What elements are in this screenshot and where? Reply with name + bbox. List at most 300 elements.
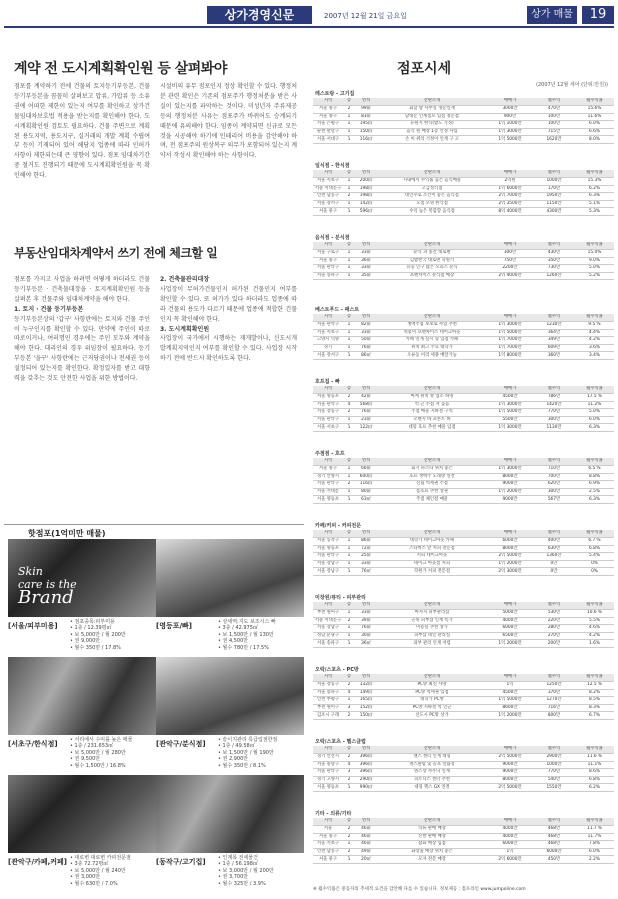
- table-cell: 1000만: [533, 761, 575, 769]
- table-cell: 모자 전문 매장: [377, 856, 487, 864]
- column-header: 지역: [313, 242, 343, 250]
- table-cell: 20㎡: [355, 856, 377, 864]
- table-row[interactable]: [313, 136, 614, 144]
- table-cell: 룸호프 추천 상권: [377, 488, 487, 496]
- table-cell: 8.8%: [575, 473, 614, 481]
- table-cell: 1: [343, 553, 355, 561]
- table-cell: 17.5 %: [575, 394, 614, 402]
- table-cell: 주점 체인점 매물: [377, 496, 487, 504]
- table-cell: 66㎡: [355, 466, 377, 474]
- table-cell: 1000만: [533, 178, 575, 186]
- table-cell: 4.2%: [575, 632, 614, 640]
- table-cell: 530만: [533, 610, 575, 618]
- table-row[interactable]: [313, 473, 614, 481]
- column-header: 지역: [313, 458, 343, 466]
- table-row[interactable]: [313, 178, 614, 186]
- table-row[interactable]: [313, 344, 614, 352]
- column-header: 매매가: [487, 530, 533, 538]
- table-cell: 6.2%: [575, 784, 614, 792]
- table-row[interactable]: [313, 250, 614, 258]
- table-row[interactable]: [313, 193, 614, 201]
- listing-section: [313, 810, 614, 864]
- table-cell: 경기 안양시: [313, 473, 343, 481]
- shop-photo: [8, 539, 156, 617]
- table-cell: 4000만: [487, 833, 533, 841]
- table-row[interactable]: [313, 697, 614, 705]
- column-header: 월수익률: [575, 98, 614, 106]
- table-cell: 86㎡: [355, 538, 377, 546]
- table-cell: 서울 관악구: [313, 769, 343, 777]
- table-cell: 6000만: [533, 848, 575, 856]
- table-cell: 786만: [533, 394, 575, 402]
- table-cell: 서울: [313, 826, 343, 834]
- table-header-row: [313, 98, 614, 106]
- table-cell: 1억 8000만: [487, 352, 533, 360]
- table-cell: 1억 2000만: [487, 560, 533, 568]
- table-cell: 김밥천국 대로변 학원가: [377, 257, 487, 265]
- listing-section-title: 레스토랑 - 고기집: [315, 91, 355, 97]
- table-cell: 76㎡: [355, 409, 377, 417]
- table-cell: 6.2%: [575, 185, 614, 193]
- column-header: 간판소개: [377, 242, 487, 250]
- table-cell: 142㎡: [355, 200, 377, 208]
- column-header: 월수익률: [575, 674, 614, 682]
- column-header: 간판소개: [377, 818, 487, 826]
- listings-footer-note: ※ 월수익률은 중동자의 추세적 요건을 감안해 다를 수 있습니다. 정보제공 : 점포라인 www.jumpoline.com: [313, 887, 526, 892]
- table-cell: 6.7%: [575, 712, 614, 720]
- table-cell: 5.5%: [575, 617, 614, 625]
- table-cell: 피트니스 센터 추천: [377, 776, 487, 784]
- column-header: 월수익: [533, 314, 575, 322]
- table-cell: 0%: [575, 568, 614, 576]
- table-cell: 2: [343, 394, 355, 402]
- table-cell: 신림 역세권 주점: [377, 481, 487, 489]
- listing-section: [313, 738, 614, 792]
- table-cell: 468만: [533, 833, 575, 841]
- column-header: 월수익률: [575, 170, 614, 178]
- table-cell: 1: [343, 322, 355, 330]
- table-cell: 고급정식점: [377, 185, 487, 193]
- table-cell: 1: [343, 568, 355, 576]
- table-cell: 300만: [487, 250, 533, 258]
- table-row[interactable]: [313, 185, 614, 193]
- article2-column2: [160, 275, 297, 518]
- table-cell: 10.6 %: [575, 610, 614, 618]
- table-row[interactable]: [313, 545, 614, 553]
- column-header: 지역: [313, 386, 343, 394]
- table-header-row: [313, 674, 614, 682]
- listing-section: [313, 450, 614, 504]
- table-cell: 5.4%: [575, 553, 614, 561]
- table-row[interactable]: [313, 617, 614, 625]
- shop-card[interactable]: [156, 539, 304, 651]
- table-cell: 11.2%: [575, 401, 614, 409]
- table-row[interactable]: [313, 488, 614, 496]
- column-header: 월수익: [533, 242, 575, 250]
- table-cell: 피부샵 네일 관리실: [377, 632, 487, 640]
- table-row[interactable]: [313, 826, 614, 834]
- table-cell: 부천 원미구: [313, 610, 343, 618]
- table-row[interactable]: [313, 466, 614, 474]
- table-row[interactable]: [313, 337, 614, 345]
- shop-details: • 대로변 대로변 카피전문점 • 3층 72.72평㎡ • 보 5,000만 / 월 240만 • 권 3,000만 • 월수 630만 / 7.0%: [70, 855, 131, 887]
- table-cell: 1: [343, 128, 355, 136]
- table-row[interactable]: [313, 841, 614, 849]
- table-cell: 6500만: [487, 632, 533, 640]
- table-cell: 서울 중구: [313, 106, 343, 114]
- shop-card[interactable]: [8, 539, 156, 651]
- table-cell: 1950만: [533, 193, 575, 201]
- table-cell: 150㎡: [355, 128, 377, 136]
- column-header: 층: [343, 746, 355, 754]
- table-cell: 커피 테이크아웃: [377, 553, 487, 561]
- column-header: 매매가: [487, 98, 533, 106]
- table-cell: 1: [343, 496, 355, 504]
- listing-table: [313, 242, 614, 280]
- table-cell: 김포시 구래: [313, 712, 343, 720]
- listing-section-title: 오락/스포츠 - PC방: [315, 667, 359, 673]
- table-cell: 대학가 테이크아웃 카페: [377, 538, 487, 546]
- table-row[interactable]: [313, 416, 614, 424]
- listing-table: [313, 98, 614, 144]
- table-cell: 1: [343, 545, 355, 553]
- table-cell: 1: [343, 538, 355, 546]
- table-cell: 396㎡: [355, 761, 377, 769]
- table-cell: 2200만: [487, 265, 533, 273]
- table-cell: 2: [343, 833, 355, 841]
- table-row[interactable]: [313, 640, 614, 648]
- table-row[interactable]: [313, 409, 614, 417]
- table-cell: 1: [343, 121, 355, 129]
- table-cell: 990㎡: [355, 784, 377, 792]
- column-header: 층: [343, 530, 355, 538]
- table-cell: 33㎡: [355, 250, 377, 258]
- table-cell: 1260만: [533, 272, 575, 280]
- table-cell: 9.5 %: [575, 322, 614, 330]
- table-cell: 서울 서대문: [313, 488, 343, 496]
- table-cell: 1억 7000만: [487, 344, 533, 352]
- column-header: 월수익: [533, 386, 575, 394]
- table-cell: 6.0%: [575, 121, 614, 129]
- shop-photo: [8, 657, 156, 735]
- table-cell: 1: [343, 488, 355, 496]
- table-row[interactable]: [313, 632, 614, 640]
- table-cell: 42㎡: [355, 394, 377, 402]
- table-cell: 46㎡: [355, 841, 377, 849]
- table-row[interactable]: [313, 553, 614, 561]
- table-cell: 5.0%: [575, 409, 614, 417]
- table-cell: 5.1%: [575, 200, 614, 208]
- table-cell: 1: [343, 632, 355, 640]
- table-cell: 9000만: [487, 481, 533, 489]
- table-row[interactable]: [313, 121, 614, 129]
- listing-section: [313, 90, 614, 144]
- table-cell: 1억 7000만: [487, 337, 533, 345]
- column-header: 매매가: [487, 386, 533, 394]
- table-cell: 서울 구로구: [313, 250, 343, 258]
- table-row[interactable]: [313, 481, 614, 489]
- table-cell: 호프 생맥주 노래방 연결: [377, 473, 487, 481]
- table-cell: 4000만: [487, 617, 533, 625]
- table-cell: 6.3%: [575, 496, 614, 504]
- table-row[interactable]: [313, 712, 614, 720]
- table-cell: 715만: [533, 128, 575, 136]
- article1-headline: 계약 전 도시계획확인원 등 살펴봐야: [14, 61, 227, 77]
- table-cell: 76㎡: [355, 568, 377, 576]
- column-header: 간판소개: [377, 170, 487, 178]
- newspaper-logo: 상가경영신문: [207, 6, 312, 24]
- table-cell: 8.2%: [575, 689, 614, 697]
- table-cell: 23㎡: [355, 416, 377, 424]
- table-row[interactable]: [313, 208, 614, 216]
- table-cell: 1: [343, 841, 355, 849]
- table-cell: 서울 영등포: [313, 545, 343, 553]
- table-row[interactable]: [313, 761, 614, 769]
- table-row[interactable]: [313, 496, 614, 504]
- table-cell: 170만: [533, 185, 575, 193]
- article2-headline: 부동산임대차계약서 쓰기 전에 체크할 일: [14, 246, 218, 260]
- column-header: 층: [343, 386, 355, 394]
- table-cell: 순천 팔달구: [313, 128, 343, 136]
- table-cell: 1: [343, 697, 355, 705]
- table-cell: 11.6%: [575, 113, 614, 121]
- column-header: 매매가: [487, 746, 533, 754]
- column-header: 면적: [355, 530, 377, 538]
- table-row[interactable]: [313, 856, 614, 864]
- column-header: 면적: [355, 314, 377, 322]
- column-header: 매매가: [487, 314, 533, 322]
- table-header-row: [313, 530, 614, 538]
- column-header: 월수익률: [575, 746, 614, 754]
- table-row[interactable]: [313, 394, 614, 402]
- table-cell: 3000만: [487, 106, 533, 114]
- table-cell: 8억 4000만: [487, 208, 533, 216]
- table-row[interactable]: [313, 625, 614, 633]
- table-row[interactable]: [313, 560, 614, 568]
- table-row[interactable]: [313, 538, 614, 546]
- column-header: 층: [343, 98, 355, 106]
- table-cell: 6.9%: [575, 481, 614, 489]
- table-row[interactable]: [313, 769, 614, 777]
- table-cell: 서울 서초구: [313, 841, 343, 849]
- table-cell: 2억 5000만: [487, 553, 533, 561]
- table-cell: 72㎡: [355, 545, 377, 553]
- column-header: 면적: [355, 386, 377, 394]
- table-row[interactable]: [313, 784, 614, 792]
- table-cell: 82㎡: [355, 322, 377, 330]
- table-row[interactable]: [313, 401, 614, 409]
- shop-card[interactable]: [156, 775, 304, 887]
- shop-name: [영등포/빠]: [156, 622, 193, 630]
- table-cell: 1억: [487, 848, 533, 856]
- table-cell: 서울 강서구: [313, 352, 343, 360]
- shop-details: • 슬이지관리 특급입점한점 • 1층 / 49.58㎡ • 보 1,500만 / 월 190만 • 권 2,900만 • 월수 350만 / 8.1%: [218, 737, 278, 769]
- table-cell: 5000만: [487, 610, 533, 618]
- table-row[interactable]: [313, 610, 614, 618]
- table-cell: 6.5 %: [575, 466, 614, 474]
- table-cell: 1: [343, 466, 355, 474]
- table-cell: 수익 높은 복합할 음식점: [377, 208, 487, 216]
- table-row[interactable]: [313, 568, 614, 576]
- table-cell: 회할 탕 사무실 정문인계: [377, 106, 487, 114]
- table-cell: 2: [343, 106, 355, 114]
- table-cell: 609만: [533, 344, 575, 352]
- table-cell: 6.3%: [575, 193, 614, 201]
- table-row[interactable]: [313, 322, 614, 330]
- table-cell: 9000만: [487, 761, 533, 769]
- table-cell: 마사지 피부관리샵: [377, 610, 487, 618]
- table-cell: 1억: [487, 682, 533, 690]
- table-row[interactable]: [313, 329, 614, 337]
- table-cell: 서울 서대문구: [314, 185, 342, 191]
- table-cell: 8000만: [487, 545, 533, 553]
- table-cell: PC방 지하철 역 인근: [377, 704, 487, 712]
- table-cell: 화장품 매장 위치 좋은: [377, 848, 487, 856]
- table-cell: 서울 영등포: [313, 784, 343, 792]
- article2-body2: 사업장이 무허가건물인지 허가된 건물인지 여부를 확인할 수 있다. 또 허가가 있다 하더라도 업종에 따라 건물의 용도가 다르기 때문에 업종에 적합한 건물인지 꼭 확인해야 한다.: [160, 285, 297, 323]
- shop-name: [관악구/카페,커페]: [8, 858, 67, 866]
- table-cell: 76㎡: [355, 625, 377, 633]
- table-cell: 100만: [533, 121, 575, 129]
- table-cell: 인천 남동구: [313, 193, 343, 201]
- table-cell: 30㎡: [355, 632, 377, 640]
- table-cell: 회기 파스타 위치 좋은: [377, 466, 487, 474]
- table-cell: 0%: [575, 560, 614, 568]
- table-cell: 1억 5000만: [487, 329, 533, 337]
- table-cell: 서울 서대문구: [314, 617, 342, 623]
- table-row[interactable]: [313, 704, 614, 712]
- table-cell: 1: [343, 416, 355, 424]
- table-cell: 프렌차이즈 분식점 매장: [377, 272, 487, 280]
- table-cell: 헬스장 사우나 연계: [377, 769, 487, 777]
- table-cell: 서울 강남구: [313, 568, 343, 576]
- table-cell: 1: [343, 610, 355, 618]
- table-cell: 6.3%: [575, 424, 614, 432]
- table-row[interactable]: [313, 265, 614, 273]
- table-row[interactable]: [313, 682, 614, 690]
- shop-card[interactable]: [8, 775, 156, 887]
- table-row[interactable]: [313, 754, 614, 762]
- table-row[interactable]: [313, 257, 614, 265]
- table-cell: 8000만: [487, 473, 533, 481]
- table-cell: 대인수로 조건이 좋은 음식점: [377, 193, 487, 201]
- table-cell: 1억 3000만: [487, 401, 533, 409]
- table-cell: 1130만: [533, 424, 575, 432]
- shop-card[interactable]: [156, 657, 304, 769]
- table-cell: 730만: [533, 265, 575, 273]
- article1-column2: 시설비의 유무 점포인지 정상 확인할 수 있다. 행정처분 관련 확인은 기존의 점포주가 행정처분을 받은 사실이 있는지를 파악하는 것이다. 미성년자 주류제공 등의 행정처분 사유는 점포주가 바뀌어도 승계되기 때문에 유의해야 한다. 임종이 계약되면 신규로 모든 것을 시공해야 하기에 인테리어 비용을 감안해야 하며, 전 점포주의 원상복구 의무가 포함되어 있는지 계약서 작성시 확인해야 하는 사항이다.: [160, 83, 297, 160]
- shop-name: [서초구/한식점]: [8, 740, 58, 748]
- listing-table: [313, 386, 614, 432]
- table-cell: 149㎡: [355, 689, 377, 697]
- table-cell: 2: [343, 776, 355, 784]
- table-cell: 6.7 %: [575, 538, 614, 546]
- column-header: 간판소개: [377, 674, 487, 682]
- table-cell: 1420만: [533, 401, 575, 409]
- column-header: 면적: [355, 98, 377, 106]
- table-cell: 364만: [533, 329, 575, 337]
- table-row[interactable]: [313, 352, 614, 360]
- table-row[interactable]: [313, 776, 614, 784]
- column-header: 월수익: [533, 674, 575, 682]
- table-cell: 2: [343, 481, 355, 489]
- table-cell: 270만: [533, 632, 575, 640]
- article2-subhead1: 1. 토지 · 건물 등기부등본: [14, 305, 84, 313]
- table-cell: 떡볶이 프렌차이즈 테이크아웃: [377, 329, 487, 337]
- table-cell: 1: [343, 424, 355, 432]
- listing-section-title: 일식점 - 한식점: [315, 163, 350, 169]
- table-row[interactable]: [313, 113, 614, 121]
- shop-name: [관악구/분식점]: [156, 740, 206, 748]
- table-cell: 122㎡: [355, 424, 377, 432]
- table-cell: 360만: [533, 352, 575, 360]
- table-cell: 서울 관악구: [313, 416, 343, 424]
- column-header: 월수익률: [575, 818, 614, 826]
- table-cell: 3: [343, 704, 355, 712]
- table-cell: 서울 동작구: [313, 538, 343, 546]
- table-cell: 서울 영등포: [313, 394, 343, 402]
- table-cell: 인천 부평구: [313, 697, 343, 705]
- table-row[interactable]: [313, 689, 614, 697]
- table-cell: 학원가 커피 전문점: [377, 568, 487, 576]
- column-header: 매매가: [487, 458, 533, 466]
- table-cell: 2: [343, 848, 355, 856]
- issue-date: 2007년 12월 21일 금요일: [324, 12, 407, 20]
- shop-photo: [156, 539, 304, 617]
- table-cell: 9000만: [487, 769, 533, 777]
- table-row[interactable]: [313, 106, 614, 114]
- table-cell: 서울 영등포: [313, 496, 343, 504]
- table-cell: 신발 판매 매장: [377, 833, 487, 841]
- table-cell: 서울 관악구: [313, 553, 343, 561]
- table-cell: 2: [343, 754, 355, 762]
- table-row[interactable]: [313, 833, 614, 841]
- table-cell: 서울 송파구: [313, 272, 343, 280]
- shop-card[interactable]: [8, 657, 156, 769]
- table-row[interactable]: [313, 128, 614, 136]
- column-header: 간판소개: [377, 458, 487, 466]
- table-cell: 15.6%: [575, 106, 614, 114]
- table-cell: 1: [343, 329, 355, 337]
- table-cell: 39㎡: [355, 617, 377, 625]
- listing-table: [313, 170, 614, 216]
- table-cell: 165㎡: [355, 697, 377, 705]
- column-header: 면적: [355, 746, 377, 754]
- column-header: 매매가: [487, 170, 533, 178]
- table-row[interactable]: [313, 848, 614, 856]
- column-header: 간판소개: [377, 746, 487, 754]
- table-cell: 1620만: [533, 136, 575, 144]
- table-cell: 2억 4000만: [487, 272, 533, 280]
- table-row[interactable]: [313, 272, 614, 280]
- table-cell: 1: [343, 185, 355, 193]
- table-cell: 의류 판매 매장: [377, 826, 487, 834]
- table-row[interactable]: [313, 200, 614, 208]
- table-cell: 1억 5000만: [487, 697, 533, 705]
- listing-section-title: 오락/스포츠 - 헬스클럽: [315, 739, 366, 745]
- table-cell: 25㎡: [355, 553, 377, 561]
- table-cell: 2억 7000만: [487, 193, 533, 201]
- table-cell: 2억 6000만: [487, 856, 533, 864]
- table-cell: 1억 3000만: [487, 466, 533, 474]
- table-cell: 450만: [533, 856, 575, 864]
- table-cell: 대형 호프 추천 매물 입점: [377, 424, 487, 432]
- shop-details: • 인계목 전세물건 • 1층 / 56.198㎡ • 보 3,000만 / 월 200만 • 권 3,700만 • 월수 325만 / 3.9%: [218, 855, 274, 887]
- table-cell: 서울 강남구: [313, 625, 343, 633]
- table-row[interactable]: [313, 424, 614, 432]
- table-cell: 396㎡: [355, 769, 377, 777]
- column-header: 월수익률: [575, 530, 614, 538]
